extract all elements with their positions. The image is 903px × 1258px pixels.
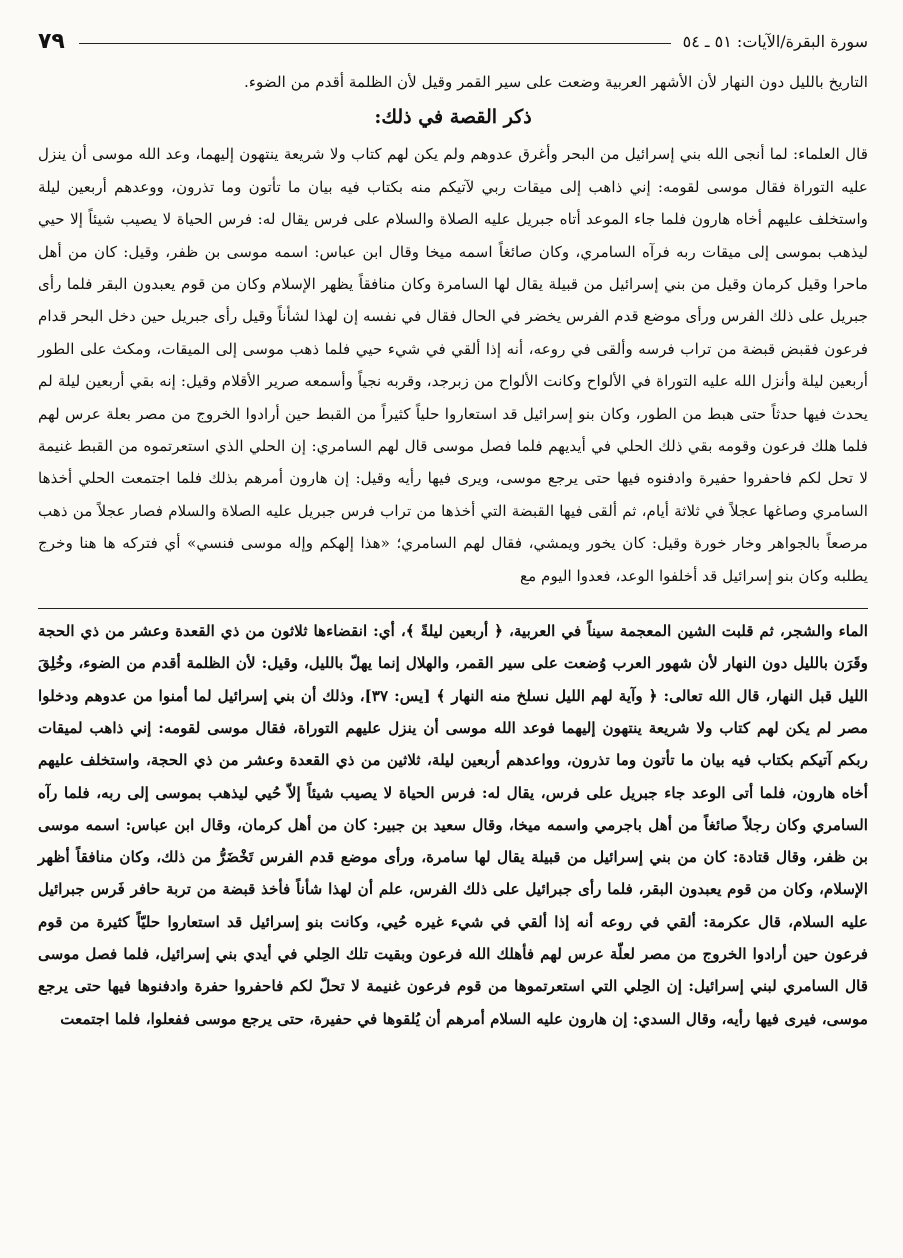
footnote-separator [38,608,868,609]
header-rule [79,43,671,44]
page [38,24,868,1234]
page-number: ٧٩ [38,28,65,54]
main-text [38,66,868,592]
body-paragraph: قال العلماء: لما أنجى الله بني إسرائيل من البحر وأغرق عدوهم ولم يكن لهم كتاب ولا شريعة ينتهون إليهما، وعد الله موسى أن ينزل عليه التوراة فقال موسى لقومه: إني ذاهب إلى ميقات ربي لآتيكم منه بكتاب فيه بيان ما تأتون وما تذرون، ووعدهم أربعين ليلة واستخلف عليهم أخاه هارون فلما جاء الموعد أتاه جبريل عليه الصلاة والسلام على فرس يقال له: فرس الحياة لا يصيب شيئاً إلا حيي ليذهب بموسى إلى ميقات ربه فرآه السامري، وكان صائغاً اسمه ميخا وقال ابن عباس: اسمه موسى بن ظفر، وقيل: كان من أهل ماحرا وقيل كرمان وقيل من بني إسرائيل من قبيلة يقال لها السامرة وكان منافقاً يظهر الإسلام وكان من قوم يعبدون البقر فلما رأى جبريل على ذلك الفرس ورأى موضع قدم الفرس يخضر في الحال فقال في نفسه إن لهذا لشأناً وقيل رأى جبريل حين دخل البحر قدام فرعون فقبض قبضة من تراب فرسه وألقى في روعه، أنه إذا ألقي في شيء حيي فلما ذهب موسى إلى الميقات، ومكث على الطور أربعين ليلة وأنزل الله عليه التوراة في الألواح وكانت الألواح من زبرجد، وقربه نجياً وأسمعه صرير الأقلام وقيل: إنه بقي أربعين ليلة لم يحدث فيها حدثاً حتى هبط من الطور، وكان بنو إسرائيل قد استعاروا حلياً كثيراً من القبط حين أرادوا الخروج من مصر بعلة عرس لهم فلما هلك فرعون وقومه بقي ذلك الحلي في أيديهم فلما فصل موسى قال لهم السامري: إن الحلي الذي استعرتموه من القبط غنيمة لا تحل لكم فاحفروا حفيرة وادفنوه فيها حتى يرجع موسى، ويرى فيها رأيه وقيل: إن هارون أمرهم بذلك فلما اجتمعت الحلي أخذها السامري وصاغها عجلاً في ثلاثة أيام، ثم ألقى فيها القبضة التي أخذها من تراب فرس جبريل عليه الصلاة والسلام فصار عجلاً من ذهب مرصعاً بالجواهر وخار خورة وقيل: كان يخور ويمشي، فقال لهم السامري؛ «هذا إلهكم وإله موسى فنسي» أي فتركه ها هنا وخرج يطلبه وكان بنو إسرائيل قد أخلفوا الوعد، فعدوا اليوم مع [38,145,868,585]
footnote-paragraph: الماء والشجر، ثم قلبت الشين المعجمة سيناً في العربية، ﴿ أربعين ليلةً ﴾، أي: انقضاءها ثلاثون من ذي القعدة وعشر من ذي الحجة وقَرَن بالليل دون النهار لأن شهور العرب وُضعت على سير القمر، والهلال إنما يهلّ بالليل، وقيل: لأن الظلمة أقدم من الضوء، وخُلِقَ الليل قبل النهار، قال الله تعالى: ﴿ وآية لهم الليل نسلخ منه النهار ﴾ [يس: ٣٧]، وذلك أن بني إسرائيل لما أمنوا من عدوهم ودخلوا مصر لم يكن لهم كتاب ولا شريعة ينتهون إليهما فوعد الله موسى أن ينزل عليهم التوراة، فقال موسى لقومه: إني ذاهب لميقات ربكم آتيكم بكتاب فيه بيان ما تأتون وما تذرون، وواعدهم أربعين ليلة، ثلاثين من ذي القعدة وعشر من ذي الحجة، واستخلف عليهم أخاه هارون، فلما أتى الوعد جاء جبريل على فرس، يقال له: فرس الحياة لا يصيب شيئاً إلاّ حُيي ليذهب بموسى إلى ربه، فلما رآه السامري وكان رجلاً صائغاً من أهل باجرمي واسمه ميخا، وقال سعيد بن جبير: كان من أهل كرمان، وقال ابن عباس: اسمه موسى بن ظفر، وقال قتادة: كان من بني إسرائيل من قبيلة يقال لها سامرة، ورأى موضع قدم الفرس تَخْضَرُّ من ذلك، وكان منافقاً أظهر الإسلام، وكان من قوم يعبدون البقر، فلما رأى جبرائيل على ذلك الفرس، علم أن لهذا شأناً فأخذ قبضة من تربة حافر فَرس جبرائيل عليه السلام، قال عكرمة: ألقي في روعه أنه إذا ألقي في شيء غيره حُيي، وكانت بنو إسرائيل قد استعاروا حليّاً كثيرة من قوم فرعون حين أرادوا الخروج من مصر لعلّة عرس لهم فأهلك الله فرعون وبقيت تلك الحِلي في أيدي بني إسرائيل، فلما فصل موسى قال السامري لبني إسرائيل: إن الحِلي التي استعرتموها من قوم فرعون غنيمة لا تحلّ لكم فاحفروا حفرة وادفنوها فيها حتى يرجع موسى، فيرى فيها رأيه، وقال السدي: إن هارون عليه السلام أمرهم أن يُلقوها في حفيرة، حتى يرجع موسى ففعلوا، فلما اجتمعت [38,622,868,1028]
intro-paragraph: التاريخ بالليل دون النهار لأن الأشهر العربية وضعت على سير القمر وقيل لأن الظلمة أقدم من الضوء. [244,73,868,91]
running-title: سورة البقرة/الآيات: ٥١ ـ ٥٤ [682,31,868,51]
footnote [38,615,868,1035]
page-header [38,24,868,58]
section-heading: ذكر القصة في ذلك: [374,106,532,129]
